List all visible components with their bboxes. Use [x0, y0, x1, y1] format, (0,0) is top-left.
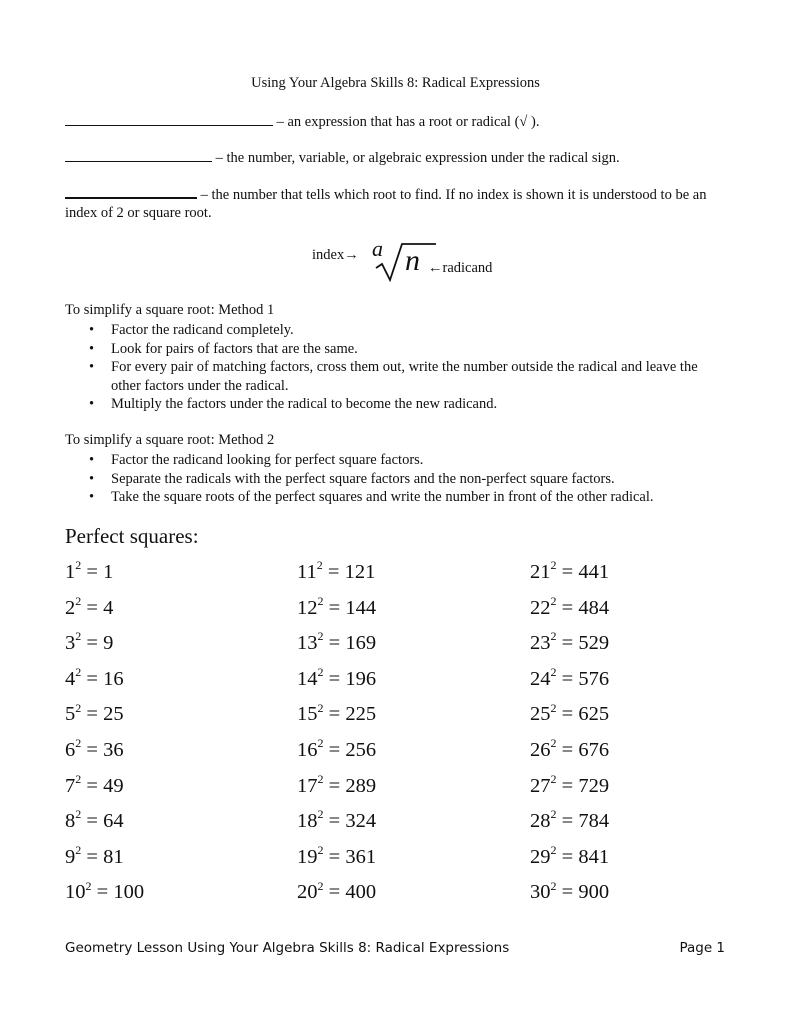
list-item: • Separate the radicals with the perfect square factors and the non-perfect square factors. — [89, 470, 615, 487]
perfect-square-item: $6^2 = 36$ — [65, 736, 124, 761]
perfect-squares-column-2 — [297, 558, 497, 914]
perfect-square-item: $19^2 = 361$ — [297, 842, 377, 868]
definition-text: – an expression that has a root or radical (√ ). — [276, 114, 540, 130]
page-number: Page 1 — [679, 940, 725, 956]
list-item: • Factor the radicand looking for perfect square factors. — [89, 452, 424, 468]
radicand-symbol: n — [405, 244, 420, 277]
bullet-icon: • — [89, 322, 95, 338]
perfect-square-item: $8^2 = 64$ — [65, 807, 124, 833]
perfect-squares-heading: Perfect squares: — [65, 524, 199, 548]
perfect-square-item: $22^2 = 484$ — [530, 593, 610, 619]
list-item: • Multiply the factors under the radical to become the new radicand. — [89, 396, 498, 412]
perfect-squares-column-3 — [530, 558, 730, 914]
list-item: • Look for pairs of factors that are the same. — [89, 340, 358, 357]
perfect-square-item: $15^2 = 225$ — [297, 700, 377, 726]
bullet-icon: • — [89, 489, 95, 505]
method2-list — [65, 451, 725, 507]
perfect-square-item: $16^2 = 256$ — [297, 736, 377, 761]
radicand-label: ←radicand — [428, 260, 493, 276]
perfect-square-item: $11^2 = 121$ — [297, 558, 376, 583]
perfect-square-item: $23^2 = 529$ — [530, 629, 610, 655]
perfect-square-item: $9^2 = 81$ — [65, 842, 124, 868]
perfect-square-item: $10^2 = 100$ — [65, 878, 145, 904]
definition-text: – the number, variable, or algebraic expression under the radical sign. — [215, 150, 620, 166]
perfect-square-item: $27^2 = 729$ — [530, 771, 610, 797]
page-title: Using Your Algebra Skills 8: Radical Expressions — [251, 75, 540, 91]
answer-blank[interactable] — [65, 113, 273, 126]
method1-list — [65, 321, 725, 414]
radical-sign — [372, 242, 436, 282]
perfect-square-item: $29^2 = 841$ — [530, 842, 610, 868]
method1-heading: To simplify a square root: Method 1 — [65, 302, 275, 318]
perfect-square-item: $4^2 = 16$ — [65, 664, 124, 690]
perfect-square-item: $1^2 = 1$ — [65, 558, 114, 583]
bullet-icon: • — [89, 452, 95, 468]
definition-radical-expression — [65, 113, 539, 131]
index-label: index→ — [312, 247, 359, 263]
definition-text: – the number that tells which root to find. If no index is shown it is understood to be an index of 2 or square root. — [65, 187, 707, 221]
answer-blank[interactable] — [65, 185, 197, 199]
bullet-icon: • — [89, 359, 95, 375]
perfect-squares-column-1 — [65, 558, 265, 914]
perfect-square-item: $2^2 = 4$ — [65, 593, 114, 619]
definition-index — [65, 185, 735, 222]
perfect-square-item: $5^2 = 25$ — [65, 700, 124, 726]
perfect-square-item: $3^2 = 9$ — [65, 629, 114, 655]
radical-diagram — [312, 238, 532, 282]
list-item: • Factor the radicand completely. — [89, 322, 294, 338]
perfect-square-item: $28^2 = 784$ — [530, 807, 610, 833]
perfect-square-item: $14^2 = 196$ — [297, 664, 377, 690]
bullet-icon: • — [89, 340, 95, 357]
bullet-icon: • — [89, 396, 95, 412]
index-symbol: a — [372, 236, 383, 261]
footer-title: Geometry Lesson Using Your Algebra Skills 8: Radical Expressions — [65, 940, 510, 956]
perfect-square-item: $17^2 = 289$ — [297, 771, 377, 797]
answer-blank[interactable] — [65, 149, 212, 162]
perfect-square-item: $7^2 = 49$ — [65, 771, 124, 797]
list-item: • Take the square roots of the perfect squares and write the number in front of the other radical. — [89, 489, 654, 505]
perfect-square-item: $20^2 = 400$ — [297, 878, 377, 904]
method2-heading: To simplify a square root: Method 2 — [65, 432, 275, 448]
bullet-icon: • — [89, 470, 95, 487]
list-item: • For every pair of matching factors, cross them out, write the number outside the radical and leave the other factors under the radical. — [89, 359, 698, 394]
perfect-square-item: $24^2 = 576$ — [530, 664, 610, 690]
perfect-square-item: $26^2 = 676$ — [530, 736, 610, 761]
definition-radicand — [65, 149, 620, 167]
perfect-square-item: $18^2 = 324$ — [297, 807, 377, 833]
perfect-square-item: $25^2 = 625$ — [530, 700, 610, 726]
perfect-square-item: $12^2 = 144$ — [297, 593, 377, 619]
perfect-square-item: $21^2 = 441$ — [530, 558, 610, 583]
perfect-square-item: $30^2 = 900$ — [530, 878, 610, 904]
perfect-square-item: $13^2 = 169$ — [297, 629, 377, 655]
